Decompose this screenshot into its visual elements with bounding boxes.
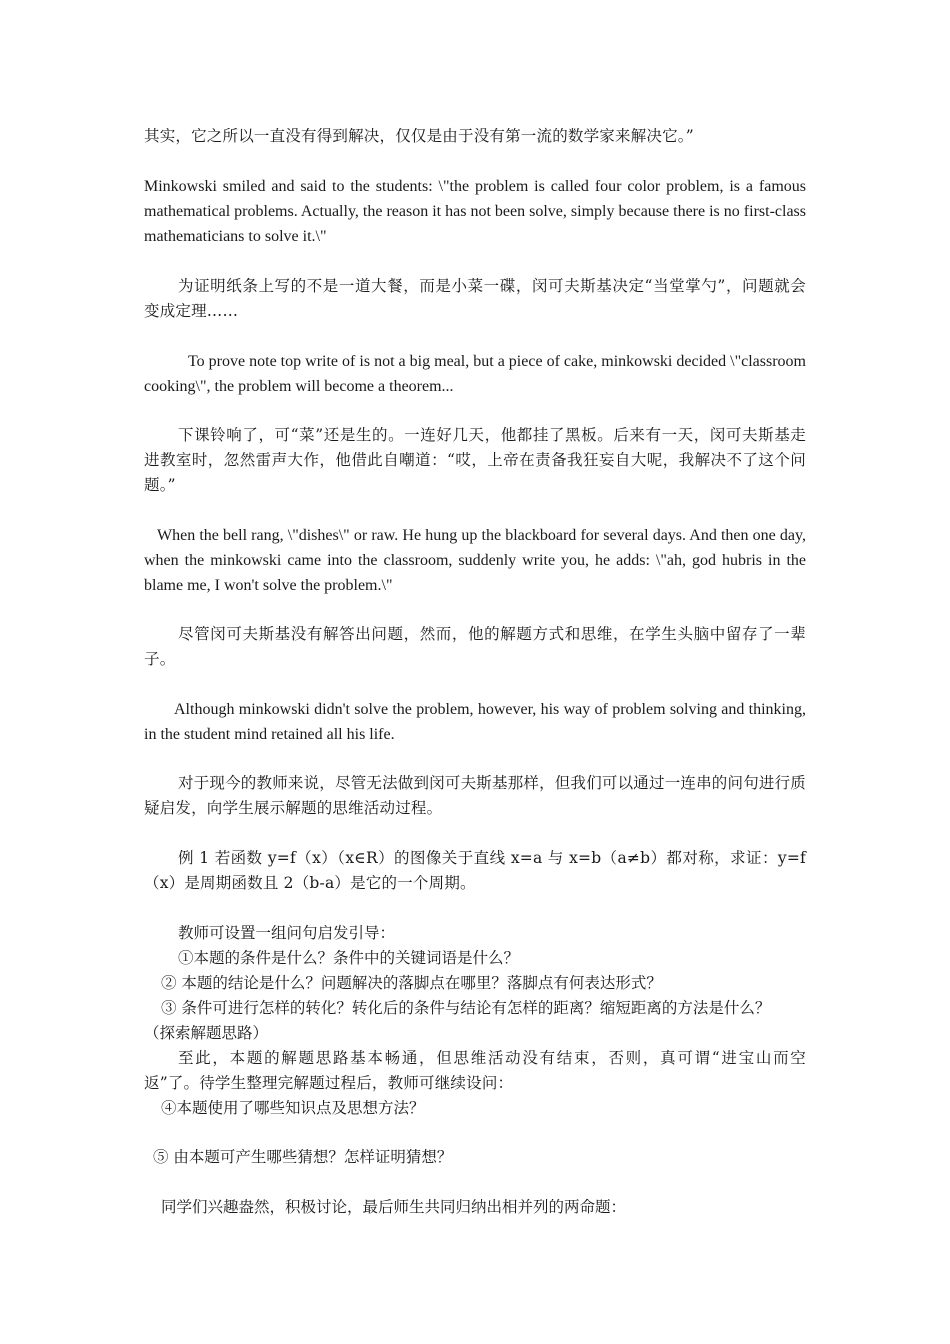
paragraph-12-cn: 至此，本题的解题思路基本畅通，但思维活动没有结束，否则，真可谓“进宝山而空返”了。待学生整理完解题过程后，教师可继续设问： (144, 1049, 806, 1092)
example-1: 例 1 若函数 y=f（x）（x∈R）的图像关于直线 x=a 与 x=b（a≠b）都对称，求证：y=f（x）是周期函数且 2（b-a）是它的一个周期。 (144, 849, 806, 892)
paragraph-13-cn: 同学们兴趣盎然，积极讨论，最后师生共同归纳出相并列的两命题： (161, 1198, 627, 1216)
question-2: ② 本题的结论是什么？问题解决的落脚点在哪里？落脚点有何表达形式？ (161, 974, 662, 992)
paragraph-9-cn: 对于现今的教师来说，尽管无法做到闵可夫斯基那样，但我们可以通过一连串的问句进行质疑启发，向学生展示解题的思维活动过程。 (144, 774, 807, 817)
question-4: ④本题使用了哪些知识点及思想方法？ (161, 1099, 425, 1117)
paragraph-7-cn: 尽管闵可夫斯基没有解答出问题，然而，他的解题方式和思维，在学生头脑中留存了一辈子。 (144, 625, 806, 668)
paragraph-8-en: Although minkowski didn't solve the problem, however, his way of problem solving and thinking, in the student mind retained all his life. (144, 701, 806, 743)
paragraph-1-cn: 其实，它之所以一直没有得到解决，仅仅是由于没有第一流的数学家来解决它。” (144, 127, 694, 145)
paragraph-6-en: When the bell rang, \"dishes\" or raw. He hung up the blackboard for several days. And then one day, when the minkowski came into the classroom, suddenly write you, he adds: \"ah, god hubris in the blame me, I won't solve the problem.\" (144, 527, 806, 594)
paragraph-4-en: To prove note top write of is not a big meal, but a piece of cake, minkowski decided \"classroom cooking\", the problem will become a theorem... (144, 353, 806, 395)
paragraph-3-cn: 为证明纸条上写的不是一道大餐，而是小菜一碟，闵可夫斯基决定“当堂掌勺”，问题就会变成定理…… (144, 277, 806, 320)
question-5: ⑤ 由本题可产生哪些猜想？怎样证明猜想？ (153, 1148, 453, 1166)
paragraph-5-cn: 下课铃响了，可“菜”还是生的。一连好几天，他都挂了黑板。后来有一天，闵可夫斯基走进教室时，忽然雷声大作，他借此自嘲道：“哎，上帝在责备我狂妄自大呢，我解决不了这个问题。” (144, 426, 806, 494)
guide-intro: 教师可设置一组问句启发引导： (178, 924, 396, 942)
question-1: ①本题的条件是什么？条件中的关键词语是什么？ (178, 949, 520, 967)
paragraph-2-en: Minkowski smiled and said to the students: \"the problem is called four color problem, is a famous mathematical problems. Actually, the reason it has not been solve, simply because there is no first-class mathematicians to solve it.\" (144, 178, 806, 245)
question-3-note: （探索解题思路） (144, 1024, 269, 1042)
question-3: ③ 条件可进行怎样的转化？转化后的条件与结论有怎样的距离？缩短距离的方法是什么？ (161, 999, 771, 1017)
